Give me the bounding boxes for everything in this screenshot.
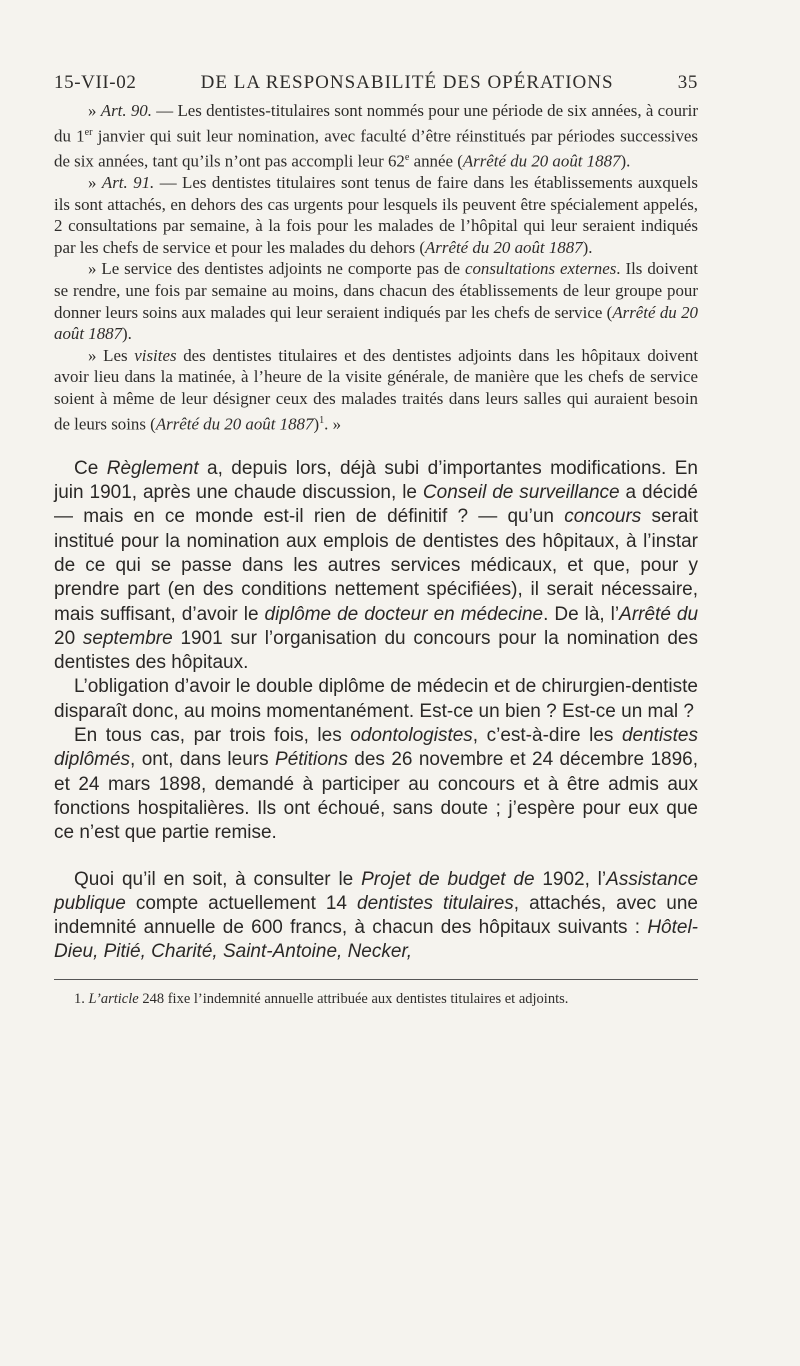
italic-run: Conseil de surveillance: [422, 482, 620, 504]
text-run: En tous cas, par trois fois, les: [74, 725, 351, 747]
page-number: 35: [677, 72, 698, 93]
quote-paragraph: [54, 345, 698, 435]
text-run: — Les dentistes titulaires sont tenus de faire dans les établissements auxquels ils sont attachés, en dehors des cas urgents pour lesquels ils peuvent être spécialement appelés, 2 consultations par semaine, à la fois pour les malades de l’hôpital qui leur seraient indiqués par les chefs de service et pour les malades du dehors (: [54, 173, 698, 257]
running-header: [54, 72, 698, 94]
text-run: , c’est-à-dire les: [472, 725, 622, 747]
italic-run: dentistes titulaires: [357, 892, 514, 914]
text-run: L’obligation d’avoir le double diplôme de médecin et de chirurgien-dentiste disparaît donc, au moins momentanément. Est-ce un bien ? Est-ce un mal ?: [54, 676, 698, 722]
italic-run: Art. 90.: [100, 101, 152, 120]
text-run: 1902, l’: [534, 868, 607, 890]
text-run: ).: [620, 151, 631, 171]
text-run: » Les: [88, 345, 135, 365]
text-run: 248 fixe l’indemnité annuelle attribuée aux dentistes titulaires et adjoints.: [138, 990, 569, 1007]
italic-run: Arrêté du: [619, 603, 699, 625]
italic-run: dentistes diplômés: [54, 725, 698, 771]
italic-run: Assistance publique: [54, 868, 699, 914]
text-run: . »: [324, 414, 342, 434]
body-text: [54, 457, 698, 965]
italic-run: Règlement: [106, 457, 199, 479]
text-run: compte actuellement 14: [125, 892, 357, 914]
quote-paragraph: [54, 172, 698, 258]
superscript-run: 1: [319, 414, 325, 426]
header-title: DE LA RESPONSABILITÉ DES OPÉRATIONS: [200, 72, 614, 93]
quote-paragraph: [54, 100, 698, 172]
text-run: »: [88, 101, 101, 120]
text-run: »: [88, 173, 102, 193]
italic-run: Arrêté du 20 août 1887: [424, 237, 583, 257]
page: [54, 72, 698, 1008]
superscript-run: er: [84, 126, 93, 138]
text-run: des 26 novembre et 24 décembre 1896, et 24 mars 1898, demandé à participer au concours et à être admis aux fonctions hospitalières. Ils ont échoué, sans doute ; j’espère pour eux que ce n’est que partie remise.: [54, 749, 698, 844]
text-run: janvier qui suit leur nomination, avec faculté d’être réinstitués par périodes successives de six années, tant qu’ils n’ont pas accompli leur 62: [54, 126, 698, 171]
body-paragraph: [54, 457, 698, 676]
text-run: Quoi qu’il en soit, à consulter le: [74, 868, 362, 890]
text-run: . De là, l’: [543, 603, 620, 625]
italic-run: Art. 91.: [101, 173, 155, 193]
text-run: année (: [409, 151, 463, 171]
italic-run: L’article: [88, 990, 139, 1007]
text-run: . Ils doivent se rendre, une fois par semaine au moins, dans chacun des établissements de leur groupe pour donner leurs soins aux malades qui leur seraient indiqués par les chefs de service (: [54, 259, 698, 322]
body-paragraph: [54, 868, 698, 965]
italic-run: Arrêté du 20 août 1887: [462, 151, 621, 171]
superscript-run: e: [404, 151, 410, 163]
text-run: ).: [122, 324, 132, 344]
text-run: a, depuis lors, déjà subi d’importantes modifications. En juin 1901, après une chaude discussion, le: [54, 457, 698, 504]
body-paragraph: [54, 724, 698, 845]
italic-run: odontologistes: [350, 725, 473, 747]
italic-run: Arrêté du 20 août 1887: [54, 302, 698, 344]
italic-run: visites: [134, 345, 177, 365]
italic-run: Projet de budget de: [361, 868, 535, 890]
text-run: , ont, dans leurs: [130, 749, 276, 771]
italic-run: concours: [564, 506, 642, 528]
text-run: Ce: [74, 457, 107, 479]
footnote-divider: [54, 979, 698, 980]
quote-paragraph: [54, 258, 698, 344]
text-run: serait institué pour la nomination aux emplois de dentistes des hôpitaux, à l’instar de ce qui se passe dans les autres services médicaux, et que, pour y prendre part (en des conditions nettement spécifiées), il serait nécessaire, mais suffisant, d’avoir le: [54, 506, 698, 625]
text-run: , attachés, avec une indemnité annuelle de 600 francs, à chacun des hôpitaux suivants :: [54, 892, 698, 939]
text-run: 1901 sur l’organisation du concours pour la nomination des dentistes des hôpitaux.: [54, 627, 698, 674]
footnote: [54, 990, 698, 1008]
italic-run: consultations externes: [464, 259, 617, 279]
text-run: 20: [54, 627, 83, 649]
text-run: des dentistes titulaires et des dentistes adjoints dans les hôpitaux doivent avoir lieu dans la matinée, à l’heure de la visite générale, de manière que les chefs de service soient à même de leur désigner ceux des malades traités dans leurs salles qui auraient besoin de leurs soins (: [54, 345, 699, 434]
text-run: a décidé — mais en ce monde est-il rien de définitif ? — qu’un: [54, 482, 698, 528]
italic-run: Pétitions: [275, 749, 348, 771]
text-run: — Les dentistes-titulaires sont nommés pour une période de six années, à courir du 1: [54, 101, 698, 146]
text-run: 1.: [74, 990, 89, 1007]
italic-run: diplôme de docteur en médecine: [264, 603, 544, 625]
text-run: ).: [582, 237, 593, 257]
text-run: ): [313, 414, 320, 434]
text-run: » Le service des dentistes adjoints ne comporte pas de: [88, 259, 465, 279]
italic-run: septembre: [82, 627, 173, 649]
header-date: 15-VII-02: [54, 72, 137, 93]
quoted-regulation: [54, 100, 698, 435]
body-paragraph: [54, 675, 698, 724]
italic-run: Arrêté du 20 août 1887: [155, 414, 314, 434]
italic-run: Hôtel-Dieu, Pitié, Charité, Saint-Antoine, Necker,: [54, 917, 698, 963]
